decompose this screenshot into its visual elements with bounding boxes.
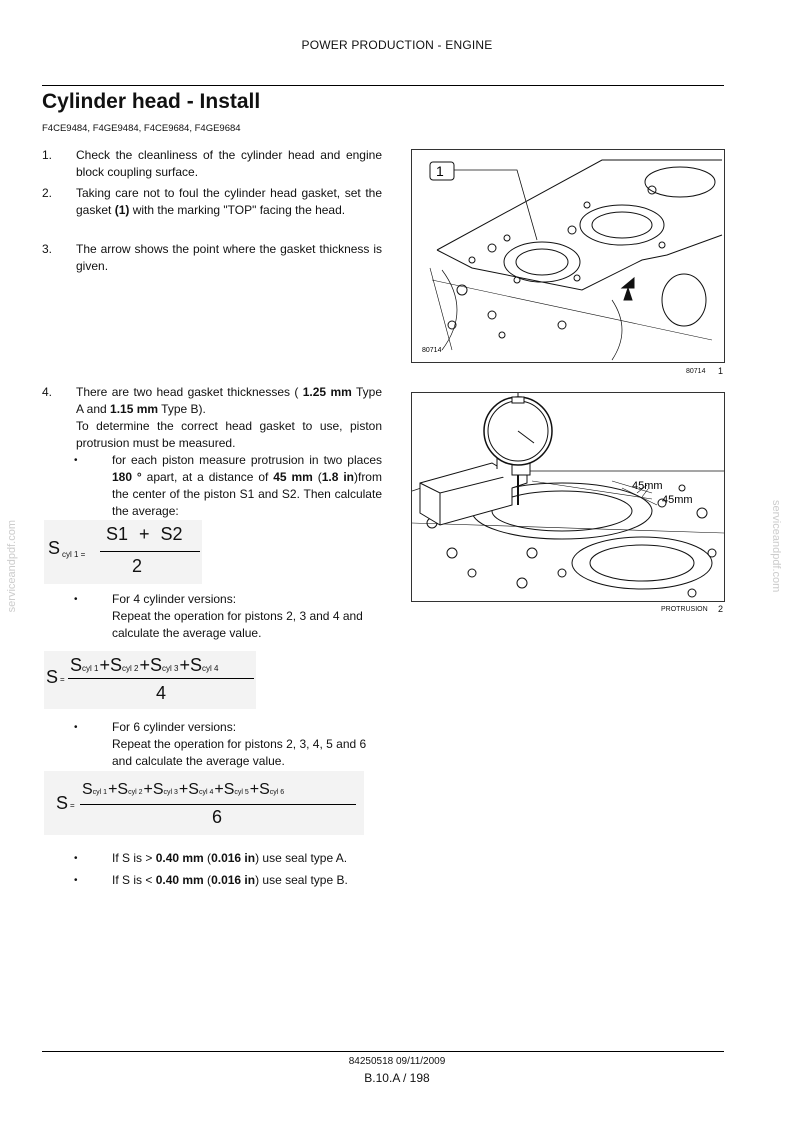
- formula-term: S: [259, 781, 270, 798]
- formula-term: cyl 4: [201, 664, 219, 673]
- formula-term: cyl 2: [128, 789, 143, 796]
- bullet-text: For 6 cylinder versions: Repeat the operation for pistons 2, 3, 4, 5 and 6 and calculate the average value.: [112, 720, 367, 768]
- figure2-caption-number: 2: [718, 604, 724, 614]
- step-1: [42, 147, 382, 181]
- formula-term: S: [109, 655, 122, 675]
- footer-rule: [42, 1051, 724, 1052]
- formula-term: cyl 2: [122, 664, 139, 673]
- formula-term: +: [178, 781, 189, 798]
- step-number: 2.: [42, 186, 53, 200]
- figure2-caption-text: PROTRUSION: [661, 606, 708, 613]
- bullet-4cyl: [42, 591, 382, 643]
- formula-term: cyl 3: [163, 789, 178, 796]
- step-text: Taking care not to foul the cylinder head gasket, set the gasket (1) with the marking "TOP" facing the head.: [76, 186, 382, 217]
- figure-code: 80714: [422, 347, 442, 354]
- formula-term: S: [189, 655, 202, 675]
- step-number: 3.: [42, 242, 53, 256]
- formula-term: +: [108, 781, 118, 798]
- bullet-text: For 4 cylinder versions: Repeat the operation for pistons 2, 3 and 4 and calculate the average value.: [112, 592, 363, 640]
- formula-term: +: [249, 781, 260, 798]
- dimension-label-2: 45mm: [662, 494, 693, 506]
- formula-term: cyl 5: [234, 789, 249, 796]
- step-text: Check the cleanliness of the cylinder head and engine block coupling surface.: [76, 148, 382, 179]
- formula-cyl1: S cyl 1 = S1 + S2 2: [44, 520, 202, 584]
- formula-numerator: [70, 655, 219, 676]
- formula-term: +: [143, 781, 153, 798]
- header-rule: [42, 85, 724, 86]
- model-list: F4CE9484, F4GE9484, F4CE9684, F4GE9684: [42, 123, 241, 134]
- bullet-text: If S is < 0.40 mm (0.016 in) use seal type B.: [112, 873, 348, 887]
- bullet-dot: •: [74, 722, 78, 733]
- gasket-illustration: [412, 150, 724, 362]
- watermark-left: serviceandpdf.com: [6, 520, 18, 613]
- formula-term: S: [152, 781, 164, 798]
- bullet-seal-a: [42, 850, 382, 868]
- formula-term: S: [149, 655, 162, 675]
- bullet-dot: •: [74, 853, 78, 864]
- footer-doc-id: 84250518 09/11/2009: [348, 1056, 446, 1067]
- step-2: [42, 185, 382, 237]
- step-text: There are two head gasket thicknesses ( 1.25 mm Type A and 1.15 mm Type B). To determine the correct head gasket to use, piston protrusion must be measured.: [76, 385, 383, 450]
- formula-numerator: [82, 781, 285, 799]
- bullet-dot: •: [74, 875, 78, 886]
- formula-term: +: [99, 655, 110, 675]
- bullet-text: If S is > 0.40 mm (0.016 in) use seal type A.: [112, 851, 348, 865]
- formula-term: cyl 1: [92, 789, 108, 796]
- formula-term: +: [139, 655, 150, 675]
- formula-term: cyl 4: [198, 789, 214, 796]
- bullet-6cyl: [42, 719, 382, 771]
- step-3: [42, 241, 382, 275]
- bullet-seal-b: [42, 872, 382, 890]
- callout-1: 1: [436, 163, 444, 179]
- formula-term: S: [223, 781, 235, 798]
- step-text: The arrow shows the point where the gasket thickness is given.: [76, 242, 382, 273]
- protrusion-illustration: [412, 393, 724, 601]
- step-4: [42, 384, 382, 452]
- step-number: 4.: [42, 385, 53, 399]
- figure1-caption-number: 1: [718, 366, 724, 376]
- dimension-label-1: 45mm: [632, 480, 663, 492]
- bullet-dot: •: [74, 455, 78, 466]
- bullet-text: for each piston measure protrusion in two places 180 ° apart, at a distance of 45 mm (1.8 in)from the center of the piston S1 and S2. Then calculate the average:: [112, 453, 382, 518]
- watermark-right: serviceandpdf.com: [770, 500, 782, 593]
- bullet-measure: [42, 452, 382, 520]
- formula-term: cyl 1: [82, 664, 99, 673]
- formula-term: S: [82, 781, 93, 798]
- footer-page: B.10.A / 198: [364, 1071, 430, 1085]
- formula-term: cyl 3: [161, 664, 179, 673]
- formula-term: +: [214, 781, 224, 798]
- figure-gasket: [411, 149, 725, 363]
- figure-protrusion: [411, 392, 725, 602]
- bullet-dot: •: [74, 594, 78, 605]
- formula-6cyl: S = Scyl 1+Scyl 2+Scyl 3+Scyl 4+Scyl 5+Scyl 6 6: [44, 771, 364, 835]
- formula-term: cyl 6: [269, 789, 285, 796]
- running-header: POWER PRODUCTION - ENGINE: [301, 38, 493, 52]
- formula-term: S: [188, 781, 199, 798]
- formula-term: S: [70, 655, 83, 675]
- formula-4cyl: S = Scyl 1+Scyl 2+Scyl 3+Scyl 4 4: [44, 651, 256, 709]
- step-number: 1.: [42, 148, 53, 162]
- section-title: Cylinder head - Install: [42, 90, 261, 113]
- formula-term: +: [179, 655, 190, 675]
- formula-term: S: [117, 781, 129, 798]
- figure1-caption-code: 80714: [686, 368, 706, 375]
